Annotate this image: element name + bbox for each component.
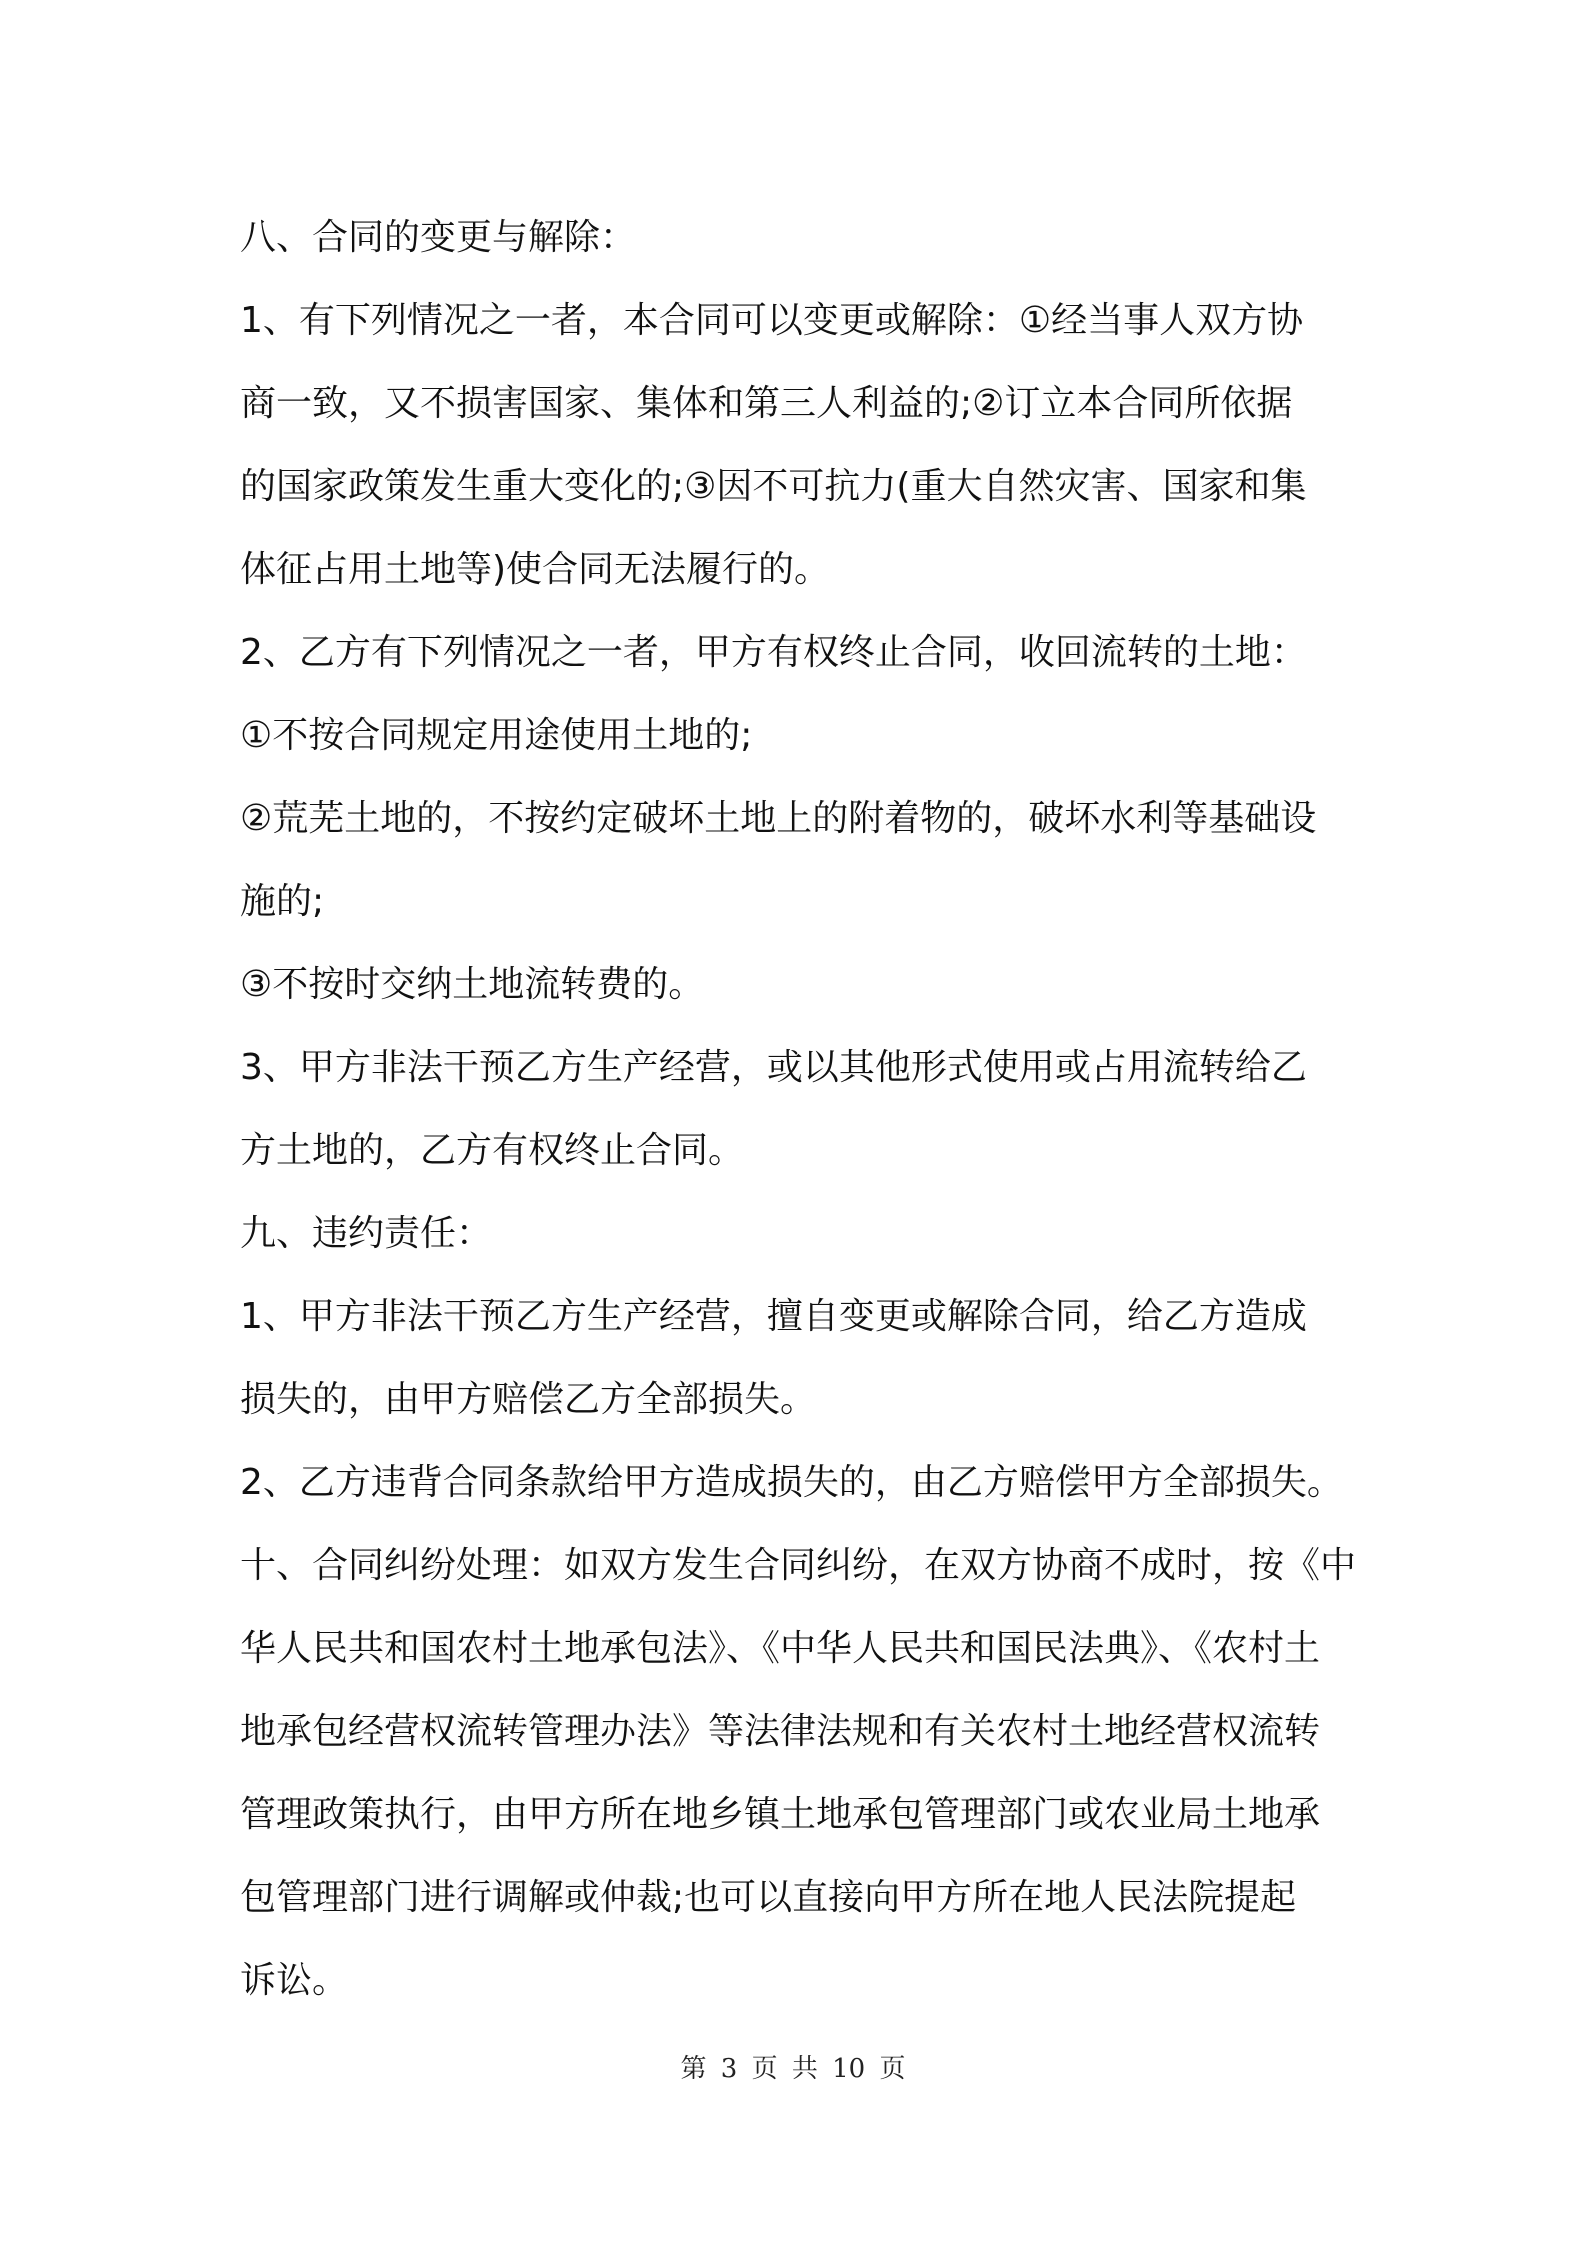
section-heading-10: 十、合同纠纷处理：如双方发生合同纠纷，在双方协商不成时，按《中: [240, 1545, 1357, 1586]
list-item: ①不按合同规定用途使用土地的;: [240, 715, 753, 756]
paragraph-line: 商一致，又不损害国家、集体和第三人利益的;②订立本合同所依据: [240, 383, 1293, 424]
section-heading-8: 八、合同的变更与解除：: [240, 217, 637, 258]
document-body: [240, 196, 1370, 2022]
paragraph-line: 方土地的，乙方有权终止合同。: [240, 1130, 745, 1171]
paragraph-line: 管理政策执行，由甲方所在地乡镇土地承包管理部门或农业局土地承: [240, 1794, 1321, 1835]
paragraph-line: 损失的，由甲方赔偿乙方全部损失。: [240, 1379, 817, 1420]
paragraph-line: 华人民共和国农村土地承包法》、《中华人民共和国民法典》、《农村土: [240, 1628, 1321, 1669]
paragraph-line: 2、乙方有下列情况之一者，甲方有权终止合同，收回流转的土地：: [240, 632, 1307, 673]
page-number-footer: 第 3 页 共 10 页: [680, 2054, 906, 2084]
list-item: ③不按时交纳土地流转费的。: [240, 964, 705, 1005]
paragraph-line: 地承包经营权流转管理办法》等法律法规和有关农村土地经营权流转: [240, 1711, 1321, 1752]
paragraph-line: 2、乙方违背合同条款给甲方造成损失的，由乙方赔偿甲方全部损失。: [240, 1462, 1343, 1503]
paragraph-line: 1、甲方非法干预乙方生产经营，擅自变更或解除合同，给乙方造成: [240, 1296, 1307, 1337]
paragraph-line: 包管理部门进行调解或仲裁;也可以直接向甲方所在地人民法院提起: [240, 1877, 1297, 1918]
paragraph-line: 3、甲方非法干预乙方生产经营，或以其他形式使用或占用流转给乙: [240, 1047, 1307, 1088]
paragraph-line: 的国家政策发生重大变化的;③因不可抗力(重大自然灾害、国家和集: [240, 466, 1307, 507]
list-item: 施的;: [240, 881, 325, 922]
section-heading-9: 九、违约责任：: [240, 1213, 493, 1254]
paragraph-line: 1、有下列情况之一者，本合同可以变更或解除：①经当事人双方协: [240, 300, 1304, 341]
list-item: ②荒芜土地的，不按约定破坏土地上的附着物的，破坏水利等基础设: [240, 798, 1317, 839]
paragraph-line: 诉讼。: [240, 1960, 349, 2001]
paragraph-line: 体征占用土地等)使合同无法履行的。: [240, 549, 831, 590]
